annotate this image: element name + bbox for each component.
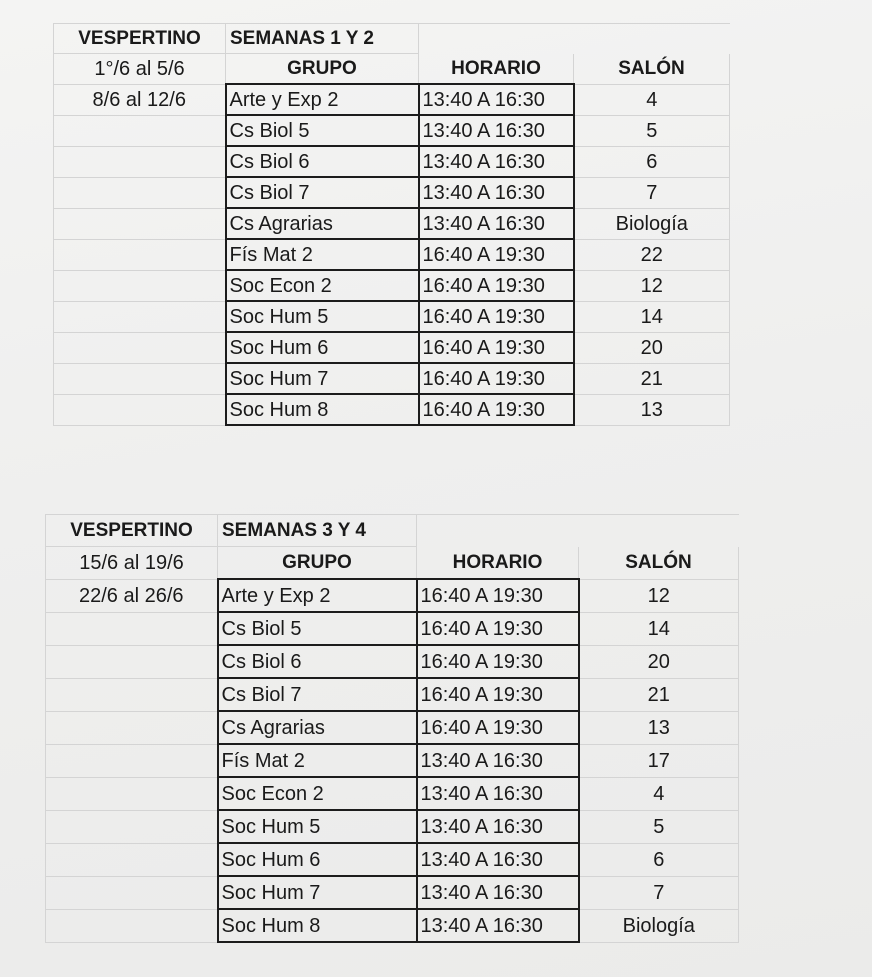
group-cell: Soc Hum 8 xyxy=(218,909,417,942)
group-cell: Cs Biol 6 xyxy=(218,645,417,678)
group-cell: Soc Econ 2 xyxy=(218,777,417,810)
room-cell: 20 xyxy=(574,332,730,363)
group-cell: Cs Biol 5 xyxy=(226,115,419,146)
schedule-cell: 16:40 A 19:30 xyxy=(419,394,574,425)
room-cell: 14 xyxy=(574,301,730,332)
table-row xyxy=(46,744,739,777)
room-cell: 13 xyxy=(579,711,739,744)
schedule-cell: 16:40 A 19:30 xyxy=(419,301,574,332)
group-cell: Cs Agrarias xyxy=(226,208,419,239)
schedule-table-weeks-3-4 xyxy=(45,514,739,943)
group-cell: Cs Agrarias xyxy=(218,711,417,744)
date-range: 1°/6 al 5/6 xyxy=(54,54,226,85)
table-row xyxy=(46,810,739,843)
group-cell: Fís Mat 2 xyxy=(218,744,417,777)
room-cell: 12 xyxy=(574,270,730,301)
room-cell: 6 xyxy=(574,146,730,177)
schedule-cell: 13:40 A 16:30 xyxy=(419,177,574,208)
header-row xyxy=(54,54,730,85)
group-cell: Arte y Exp 2 xyxy=(218,579,417,612)
table-row xyxy=(54,177,730,208)
date-range: 8/6 al 12/6 xyxy=(54,84,226,115)
column-header-salon: SALÓN xyxy=(574,54,730,85)
table-row xyxy=(54,301,730,332)
schedule-cell: 16:40 A 19:30 xyxy=(417,612,579,645)
schedule-cell: 13:40 A 16:30 xyxy=(419,208,574,239)
room-cell: 12 xyxy=(579,579,739,612)
header-row xyxy=(46,547,739,580)
date-range: 22/6 al 26/6 xyxy=(46,579,218,612)
schedule-cell: 16:40 A 19:30 xyxy=(419,332,574,363)
room-cell: Biología xyxy=(579,909,739,942)
group-cell: Soc Hum 8 xyxy=(226,394,419,425)
schedule-cell: 13:40 A 16:30 xyxy=(417,909,579,942)
room-cell: 14 xyxy=(579,612,739,645)
group-cell: Cs Biol 5 xyxy=(218,612,417,645)
table-row xyxy=(54,332,730,363)
table-row xyxy=(46,909,739,942)
group-cell: Cs Biol 6 xyxy=(226,146,419,177)
room-cell: 5 xyxy=(574,115,730,146)
table-row xyxy=(46,612,739,645)
group-cell: Soc Hum 7 xyxy=(226,363,419,394)
room-cell: 7 xyxy=(574,177,730,208)
schedule-cell: 16:40 A 19:30 xyxy=(417,579,579,612)
room-cell: 21 xyxy=(574,363,730,394)
room-cell: 7 xyxy=(579,876,739,909)
table-row xyxy=(54,270,730,301)
group-cell: Soc Hum 6 xyxy=(226,332,419,363)
group-cell: Soc Hum 7 xyxy=(218,876,417,909)
title-row xyxy=(46,515,739,547)
group-cell: Fís Mat 2 xyxy=(226,239,419,270)
table-row xyxy=(46,777,739,810)
schedule-cell: 13:40 A 16:30 xyxy=(419,115,574,146)
table-row xyxy=(46,711,739,744)
schedule-cell: 13:40 A 16:30 xyxy=(417,810,579,843)
table-row xyxy=(46,579,739,612)
room-cell: 20 xyxy=(579,645,739,678)
column-header-grupo: GRUPO xyxy=(218,547,417,580)
column-header-salon: SALÓN xyxy=(579,547,739,580)
table-row xyxy=(54,239,730,270)
schedule-cell: 16:40 A 19:30 xyxy=(417,678,579,711)
group-cell: Soc Econ 2 xyxy=(226,270,419,301)
group-cell: Arte y Exp 2 xyxy=(226,84,419,115)
column-header-horario: HORARIO xyxy=(419,54,574,85)
schedule-table-weeks-1-2 xyxy=(53,23,730,426)
schedule-cell: 16:40 A 19:30 xyxy=(417,711,579,744)
room-cell: 6 xyxy=(579,843,739,876)
room-cell: 13 xyxy=(574,394,730,425)
shift-label: VESPERTINO xyxy=(46,515,218,547)
room-cell: Biología xyxy=(574,208,730,239)
room-cell: 4 xyxy=(579,777,739,810)
schedule-cell: 16:40 A 19:30 xyxy=(419,239,574,270)
date-range: 15/6 al 19/6 xyxy=(46,547,218,580)
schedule-cell: 16:40 A 19:30 xyxy=(419,363,574,394)
room-cell: 5 xyxy=(579,810,739,843)
table-row xyxy=(46,843,739,876)
table-row xyxy=(54,394,730,425)
table-row xyxy=(46,645,739,678)
room-cell: 17 xyxy=(579,744,739,777)
schedule-cell: 13:40 A 16:30 xyxy=(417,744,579,777)
group-cell: Soc Hum 5 xyxy=(226,301,419,332)
group-cell: Cs Biol 7 xyxy=(226,177,419,208)
group-cell: Soc Hum 5 xyxy=(218,810,417,843)
schedule-cell: 16:40 A 19:30 xyxy=(419,270,574,301)
room-cell: 21 xyxy=(579,678,739,711)
title-row xyxy=(54,24,730,54)
column-header-horario: HORARIO xyxy=(417,547,579,580)
shift-label: VESPERTINO xyxy=(54,24,226,54)
weeks-label: SEMANAS 1 Y 2 xyxy=(226,24,419,54)
room-cell: 4 xyxy=(574,84,730,115)
table-row xyxy=(54,84,730,115)
group-cell: Cs Biol 7 xyxy=(218,678,417,711)
weeks-label: SEMANAS 3 Y 4 xyxy=(218,515,417,547)
schedule-cell: 13:40 A 16:30 xyxy=(419,146,574,177)
table-row xyxy=(54,363,730,394)
column-header-grupo: GRUPO xyxy=(226,54,419,85)
table-row xyxy=(54,146,730,177)
table-row xyxy=(46,876,739,909)
group-cell: Soc Hum 6 xyxy=(218,843,417,876)
schedule-cell: 13:40 A 16:30 xyxy=(417,876,579,909)
table-row xyxy=(46,678,739,711)
schedule-cell: 13:40 A 16:30 xyxy=(419,84,574,115)
table-row xyxy=(54,115,730,146)
schedule-cell: 13:40 A 16:30 xyxy=(417,777,579,810)
room-cell: 22 xyxy=(574,239,730,270)
table-row xyxy=(54,208,730,239)
schedule-cell: 13:40 A 16:30 xyxy=(417,843,579,876)
schedule-cell: 16:40 A 19:30 xyxy=(417,645,579,678)
